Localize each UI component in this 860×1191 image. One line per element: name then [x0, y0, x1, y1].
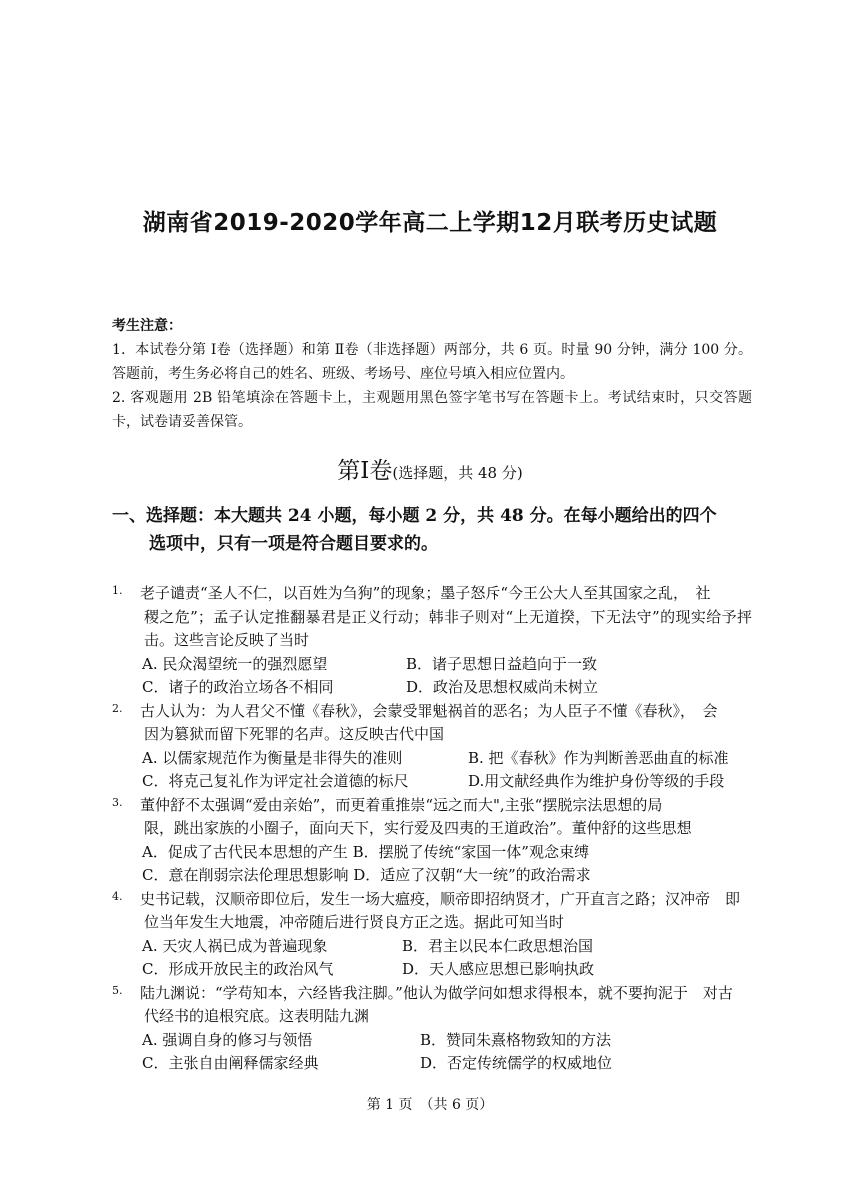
question-2 — [112, 700, 752, 794]
part-instructions — [112, 502, 752, 558]
option-a[interactable]: A. 天灾人祸已成为普遍现象 — [142, 936, 328, 955]
option-b[interactable]: B．赞同朱熹格物致知的方法 — [420, 1030, 612, 1049]
question-4 — [112, 888, 752, 982]
option-d[interactable]: D．天人感应思想已影响执政 — [402, 960, 595, 978]
option-b[interactable]: B．君主以民本仁政思想治国 — [402, 936, 594, 955]
option-a[interactable]: A. 以儒家规范作为衡量是非得失的准则 — [142, 748, 403, 767]
option-c[interactable]: C．主张自由阐释儒家经典 — [142, 1054, 319, 1072]
question-stem-continued: 因为篡狱而留下死罪的名声。这反映古代中国 — [144, 725, 445, 743]
question-stem-line: 董仲舒不太强调“爱由亲始”，而更着重推崇“远之而大",主张“摆脱宗法思想的局 — [140, 795, 663, 814]
question-stem-continued: 位当年发生大地震，冲帝随后进行贤良方正之选。据此可知当时 — [144, 913, 565, 931]
question-1 — [112, 582, 752, 700]
part-instructions-line-1: 一、选择题：本大题共 24 小题，每小题 2 分，共 48 分。在每小题给出的四个 — [112, 506, 717, 526]
option-c[interactable]: C．形成开放民主的政治风气 — [142, 960, 334, 978]
question-stem-line: 老子谴责“圣人不仁，以百姓为刍狗”的现象；墨子怒斥“今王公大人至其国家之乱， 社 — [140, 584, 711, 602]
section-title-main: 第Ⅰ卷 — [337, 458, 393, 484]
question-5 — [112, 982, 752, 1076]
option-b[interactable]: B．诸子思想日益趋向于一致 — [406, 654, 598, 673]
option-list — [112, 935, 752, 982]
question-stem — [112, 700, 752, 747]
option-c[interactable]: C．诸子的政治立场各不相同 — [142, 678, 334, 696]
question-number: 4. — [112, 889, 123, 903]
question-stem-continued: 限，跳出家族的小圈子，面向天下，实行爱及四夷的王道政治”。董仲舒的这些思想 — [144, 819, 692, 837]
notice-item-1: 1．本试卷分第 Ⅰ卷（选择题）和第 Ⅱ卷（非选择题）两部分，共 6 页。时量 90 分钟，满分 100 分。答题前，考生务必将自己的姓名、班级、考场号、座位号填入相应位置内。 — [112, 342, 752, 382]
option-a[interactable]: A. 强调自身的修习与领悟 — [142, 1030, 313, 1049]
question-number: 2. — [112, 701, 123, 715]
option-d[interactable]: D.用文献经典作为维护身份等级的手段 — [468, 772, 725, 790]
question-number: 5. — [112, 983, 123, 997]
question-stem-line: 陆九渊说：“学苟知本，六经皆我注脚。”他认为做学问如想求得根本，就不要拘泥于 对古 — [140, 983, 733, 1002]
option-a-b[interactable]: A．促成了古代民本思想的产生 B．摆脱了传统“家国一体”观念束缚 — [142, 842, 589, 861]
option-d[interactable]: D．否定传统儒学的权威地位 — [420, 1054, 613, 1072]
question-stem-line: 古人认为：为人君父不懂《春秋》，会蒙受罪魁祸首的恶名；为人臣子不懂《春秋》， 会 — [140, 701, 718, 720]
page-footer: 第 1 页 （共 6 页） — [366, 1097, 494, 1113]
option-list — [112, 1029, 752, 1076]
question-3 — [112, 794, 752, 888]
exam-notice — [112, 314, 752, 434]
question-number: 1. — [112, 584, 123, 597]
section-title — [0, 452, 860, 485]
option-c[interactable]: C．将克己复礼作为评定社会道德的标尺 — [142, 772, 409, 790]
question-number: 3. — [112, 795, 123, 809]
exam-title: 湖南省2019-2020学年高二上学期12月联考历史试题 — [142, 210, 718, 236]
notice-heading: 考生注意： — [112, 318, 182, 334]
option-list — [112, 841, 752, 888]
section-title-sub: (选择题，共 48 分) — [392, 464, 523, 482]
question-stem — [112, 888, 752, 935]
option-a[interactable]: A. 民众渴望统一的强烈愿望 — [142, 654, 328, 673]
option-b[interactable]: B. 把《春秋》作为判断善恶曲直的标准 — [468, 748, 729, 767]
part-instructions-line-2: 选项中，只有一项是符合题目要求的。 — [149, 534, 438, 554]
option-d[interactable]: D．政治及思想权威尚未树立 — [406, 678, 599, 696]
option-list — [112, 747, 752, 794]
question-stem — [112, 794, 752, 841]
question-stem-continued: 稷之危”；孟子认定推翻暴君是正义行动；韩非子则对“上无道揆，下无法守”的现实给予抨击。这些言论反映了当时 — [144, 607, 752, 649]
question-stem-line: 史书记载，汉顺帝即位后，发生一场大瘟疫，顺帝即招纳贤才，广开直言之路；汉冲帝 即 — [140, 889, 741, 908]
question-stem — [112, 582, 752, 653]
question-list — [112, 582, 752, 1076]
question-stem-continued: 代经书的追根究底。这表明陆九渊 — [144, 1007, 370, 1025]
notice-item-2: 2. 客观题用 2B 铅笔填涂在答题卡上，主观题用黑色签字笔书写在答题卡上。考试结束时，只交答题卡，试卷请妥善保管。 — [112, 390, 752, 430]
option-c-d[interactable]: C．意在削弱宗法伦理思想影响 D．适应了汉朝“大一统”的政治需求 — [142, 866, 591, 884]
option-list — [112, 653, 752, 700]
question-stem — [112, 982, 752, 1029]
